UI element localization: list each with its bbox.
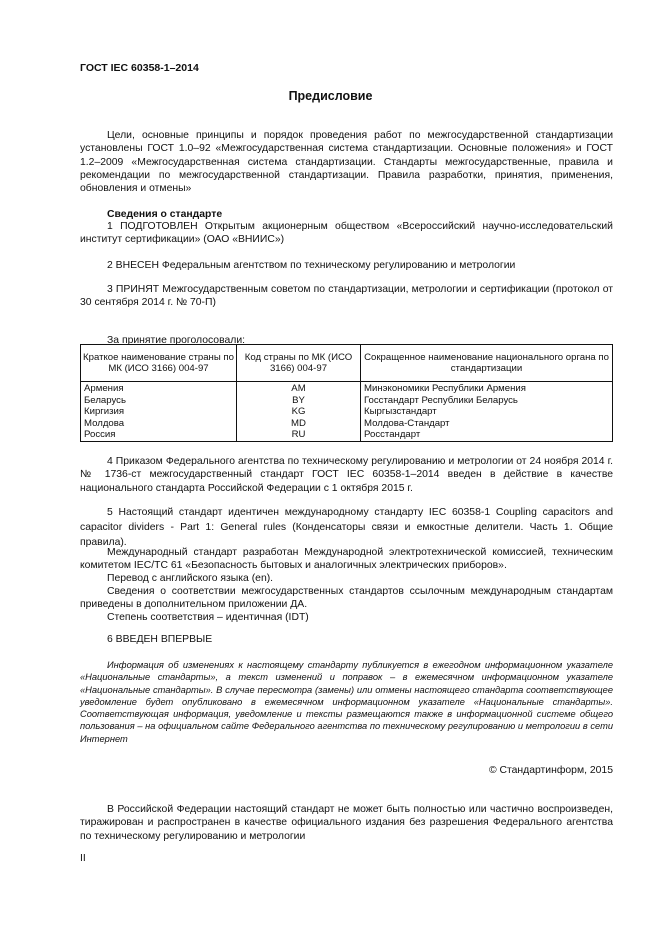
about-item-2: 2 ВНЕСЕН Федеральным агентством по техническому регулированию и метрологии bbox=[107, 260, 516, 271]
table-cell-body: Минэкономики Республики Армения bbox=[361, 382, 613, 395]
table-cell-code: BY bbox=[237, 395, 361, 407]
item-5-developer: Международный стандарт разработан Международной электротехнической комиссией, техническим комитетом IEC/TC 61 «Безопасность бытовых и аналогичных электрических приборов». bbox=[80, 547, 613, 572]
table-cell-country: Армения bbox=[81, 382, 237, 395]
copyright-line: © Стандартинформ, 2015 bbox=[488, 765, 613, 776]
table-cell-country: Киргизия bbox=[81, 406, 237, 418]
vote-table bbox=[80, 344, 613, 442]
table-cell-code: RU bbox=[237, 429, 361, 441]
document-code-header: ГОСТ IEC 60358-1–2014 bbox=[80, 62, 199, 74]
item-4-paragraph: 4 Приказом Федерального агентства по техническому регулированию и метрологии от 24 ноября 2014 г. № 1736-ст межгосударственный стандарт ГОСТ IEC 60358-1–2014 введен в действие в качестве национального стандарта Российской Федерации с 1 октября 2015 г. bbox=[80, 456, 613, 494]
table-row bbox=[81, 429, 613, 441]
item-5-references: Сведения о соответствии межгосударственных стандартов ссылочным международным стандартам приведены в дополнительном приложении ДА. bbox=[80, 586, 613, 611]
table-cell-code: AM bbox=[237, 382, 361, 395]
about-item-3: 3 ПРИНЯТ Межгосударственным советом по стандартизации, метрологии и сертификации (протокол от 30 сентября 2014 г. № 70-П) bbox=[80, 284, 613, 309]
table-cell-body: Госстандарт Республики Беларусь bbox=[361, 395, 613, 407]
table-cell-body: Молдова-Стандарт bbox=[361, 418, 613, 430]
rights-paragraph: В Российской Федерации настоящий стандарт не может быть полностью или частично воспроизведен, тиражирован и распространен в качестве официального издания без разрешения Федерального агентства по техническому регулированию и метрологии bbox=[80, 804, 613, 842]
table-row bbox=[81, 382, 613, 395]
table-cell-country: Молдова bbox=[81, 418, 237, 430]
table-cell-code: KG bbox=[237, 406, 361, 418]
item-6-paragraph: 6 ВВЕДЕН ВПЕРВЫЕ bbox=[107, 634, 213, 645]
table-row bbox=[81, 395, 613, 407]
page-number: II bbox=[80, 853, 86, 864]
about-item-1: 1 ПОДГОТОВЛЕН Открытым акционерным обществом «Всероссийский научно-исследовательский институт сертификации» (ОАО «ВНИИС») bbox=[80, 221, 613, 246]
intro-paragraph: Цели, основные принципы и порядок проведения работ по межгосударственной стандартизации установлены ГОСТ 1.0–92 «Межгосударственная система стандартизации. Основные положения» и ГОСТ 1.2–2009 «Межгосударственная система стандартизации. Стандарты межгосударственные, правила и рекомендации по межгосударственной стандартизации. Правила разработки, принятия, применения, обновления и отмены» bbox=[80, 130, 613, 195]
vote-table-header-row bbox=[81, 345, 613, 382]
item-5-conformity: Степень соответствия – идентичная (IDT) bbox=[107, 612, 309, 623]
vote-caption: За принятие проголосовали: bbox=[107, 335, 246, 346]
table-cell-body: Кыргызстандарт bbox=[361, 406, 613, 418]
table-cell-country: Россия bbox=[81, 429, 237, 441]
vote-table-header-body: Сокращенное наименование национального органа по стандартизации bbox=[361, 345, 613, 382]
table-row bbox=[81, 418, 613, 430]
about-heading: Сведения о стандарте bbox=[107, 209, 223, 220]
table-cell-body: Росстандарт bbox=[361, 429, 613, 441]
vote-table-header-code: Код страны по МК (ИСО 3166) 004-97 bbox=[237, 345, 361, 382]
item-5-paragraph: 5 Настоящий стандарт идентичен международному стандарту IEC 60358-1 Coupling capacitors and capacitor dividers - Part 1: General rules (Конденсаторы связи и емкостные делители. Часть 1. Общие правила). bbox=[80, 507, 613, 548]
table-cell-code: MD bbox=[237, 418, 361, 430]
table-row bbox=[81, 406, 613, 418]
vote-table-header-country: Краткое наименование страны по МК (ИСО 3166) 004-97 bbox=[81, 345, 237, 382]
changes-notice: Информация об изменениях к настоящему стандарту публикуется в ежегодном информационном указателе «Национальные стандарты», а текст изменений и поправок – в ежемесячном информационном указателе «Национальные стандарты». В случае пересмотра (замены) или отмены настоящего стандарта соответствующее уведомление будет опубликовано в ежемесячном информационном указателе «Национальные стандарты». Соответствующая информация, уведомление и тексты размещаются также в информационной системе общего пользования – на официальном сайте Федерального агентства по техническому регулированию и метрологии в сети Интернет bbox=[80, 660, 613, 744]
item-5-translation: Перевод с английского языка (en). bbox=[107, 573, 274, 584]
page-title: Предисловие bbox=[288, 89, 373, 103]
table-cell-country: Беларусь bbox=[81, 395, 237, 407]
